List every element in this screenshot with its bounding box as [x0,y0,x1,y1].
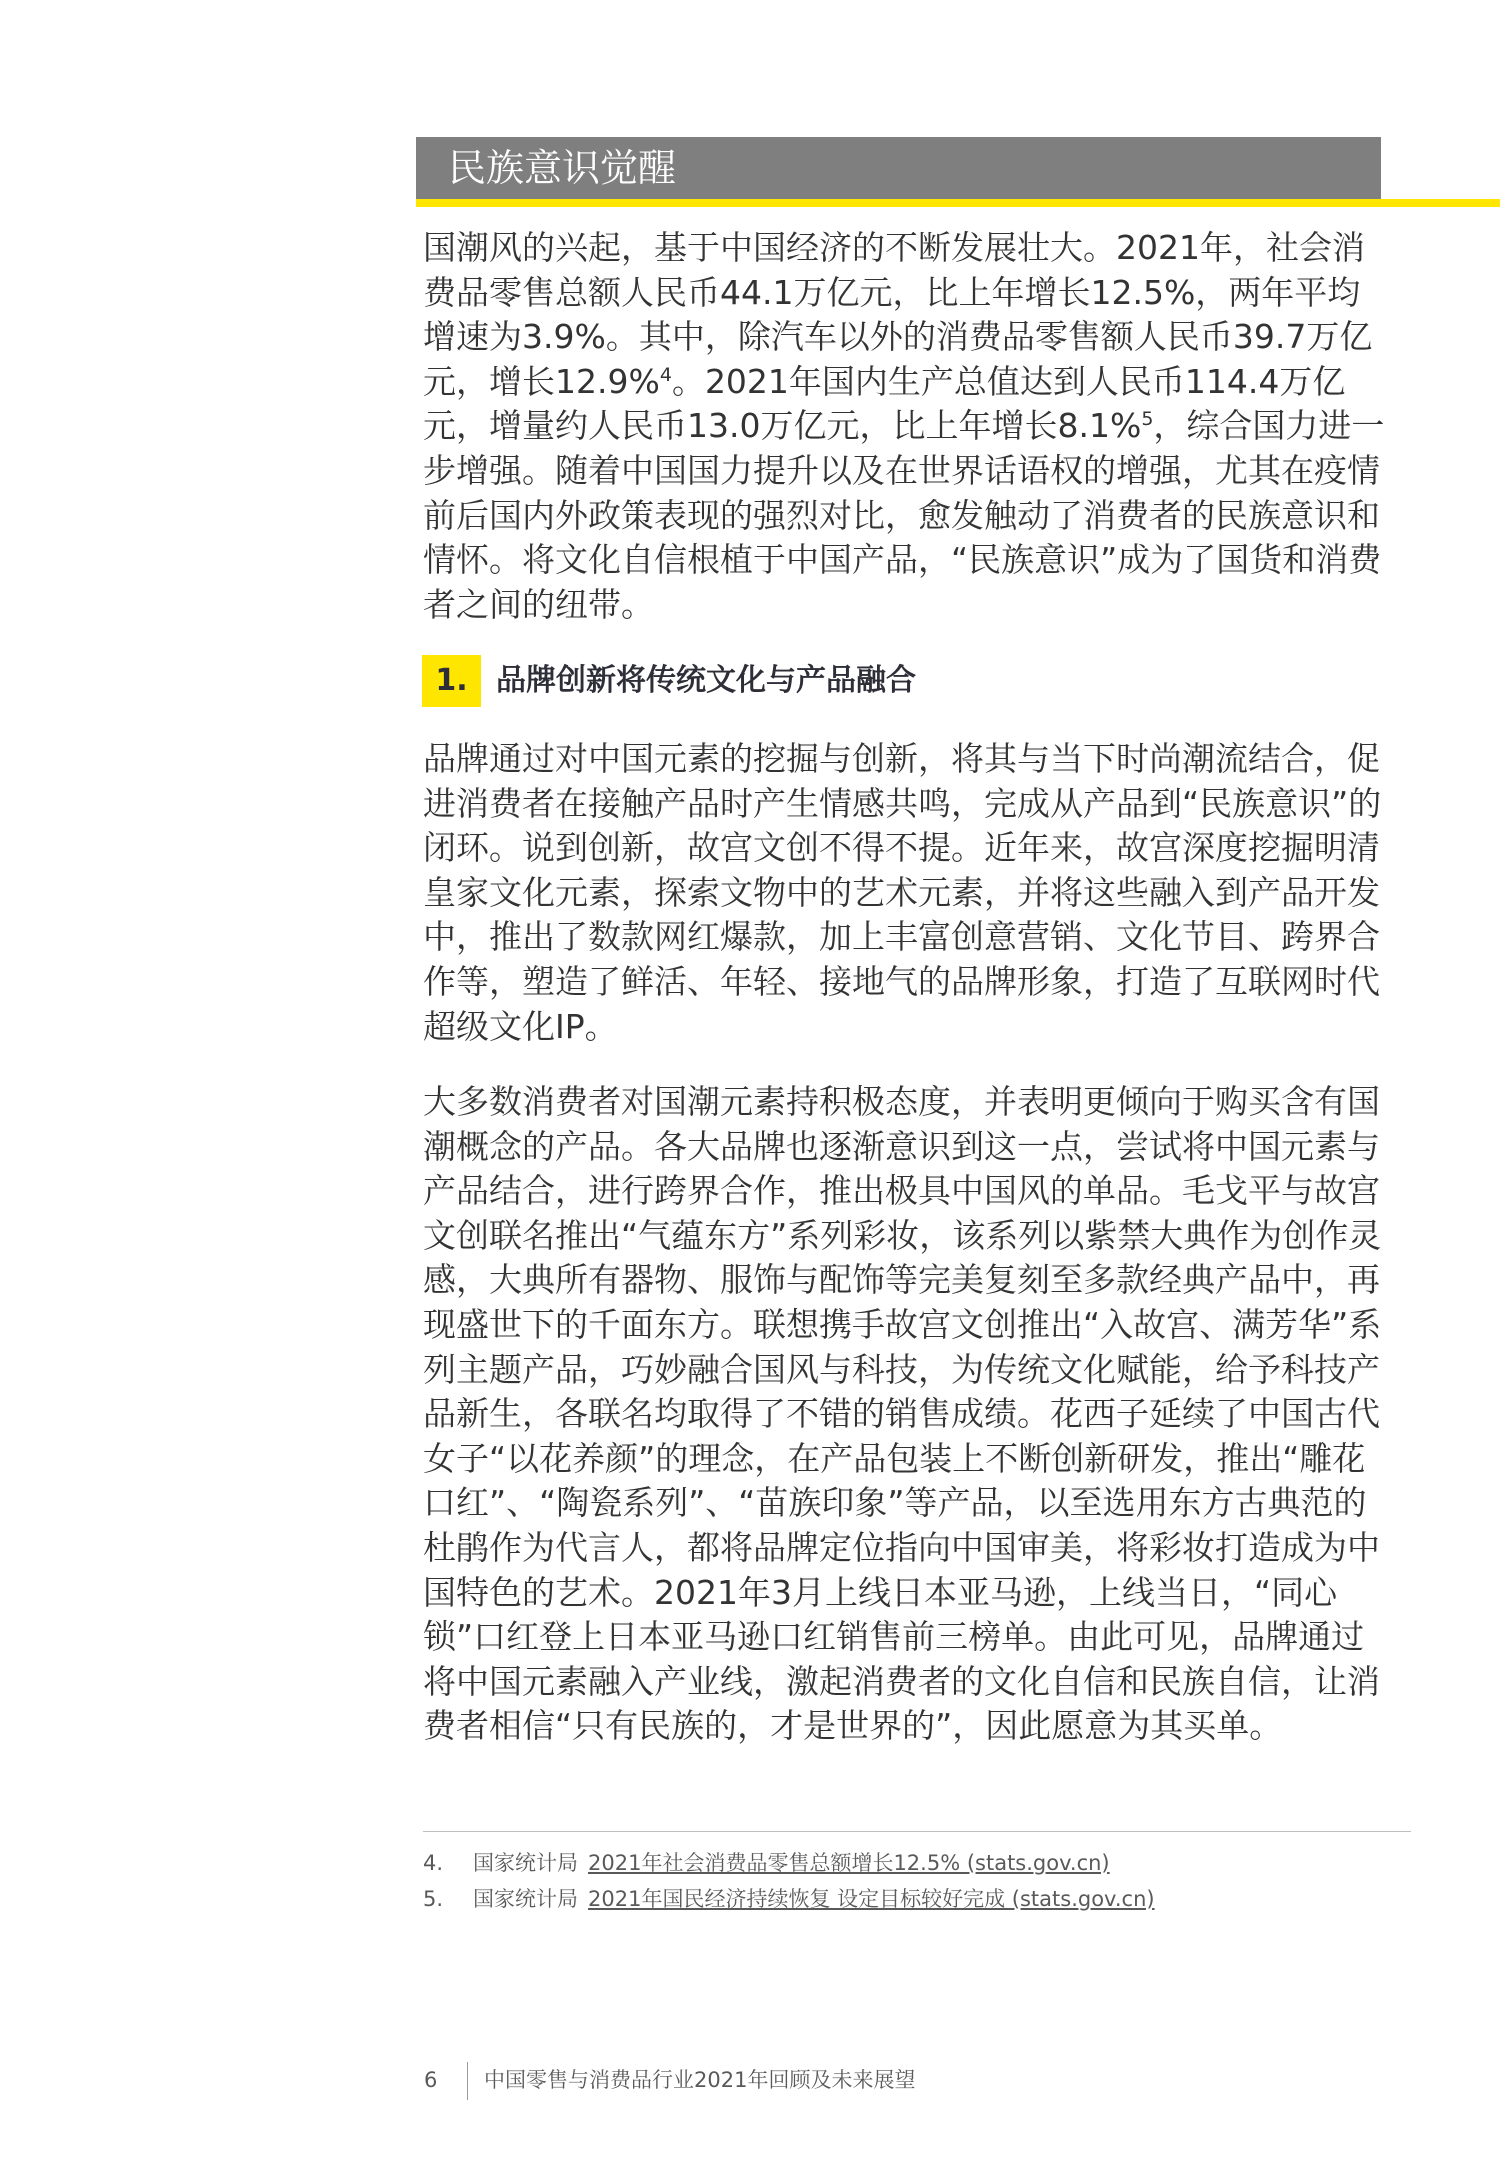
footnote-divider [423,1831,1411,1832]
intro-text-part2: 。2021年国内生产总值达到人民币114.4万亿元，增量约人民币13.0万亿元，比上年增长8.1% [423,361,1346,446]
subheading-title: 品牌创新将传统文化与产品融合 [496,663,916,698]
footnote-source: 国家统计局 [473,1887,578,1911]
page-number: 6 [424,2068,438,2092]
intro-text-part3: ，综合国力进一步增强。随着中国国力提升以及在世界话语权的增强，尤其在疫情前后国内外政策表现的强烈对比，愈发触动了消费者的民族意识和情怀。将文化自信根植于中国产品，“民族意识”成为了国货和消费者之间的纽带。 [423,406,1385,624]
section-accent-rule [416,199,1500,207]
intro-text-part1: 国潮风的兴起，基于中国经济的不断发展壮大。2021年，社会消费品零售总额人民币44.1万亿元，比上年增长12.5%，两年平均增速为3.9%。其中，除汽车以外的消费品零售额人民币39.7万亿元，增长12.9% [423,228,1373,401]
subheading-number-badge: 1. [422,655,481,707]
footnote-source: 国家统计局 [473,1851,578,1875]
brand-innovation-paragraph: 品牌通过对中国元素的挖掘与创新，将其与当下时尚潮流结合，促进消费者在接触产品时产生情感共鸣，完成从产品到“民族意识”的闭环。说到创新，故宫文创不得不提。近年来，故宫深度挖掘明清皇家文化元素，探索文物中的艺术元素，并将这些融入到产品开发中，推出了数款网红爆款，加上丰富创意营销、文化节目、跨界合作等，塑造了鲜活、年轻、接地气的品牌形象，打造了互联网时代超级文化IP。 [423,739,1382,1046]
section-title: 民族意识觉醒 [448,146,677,190]
section-header [416,137,1381,199]
intro-paragraph [423,226,1393,627]
footnote-link[interactable]: 2021年社会消费品零售总额增长12.5% (stats.gov.cn) [588,1851,1110,1875]
consumer-attitude-paragraph: 大多数消费者对国潮元素持积极态度，并表明更倾向于购买含有国潮概念的产品。各大品牌也逐渐意识到这一点，尝试将中国元素与产品结合，进行跨界合作，推出极具中国风的单品。毛戈平与故宫文创联名推出“气蕴东方”系列彩妆，该系列以紫禁大典作为创作灵感，大典所有器物、服饰与配饰等完美复刻至多款经典产品中，再现盛世下的千面东方。联想携手故宫文创推出“入故宫、满芳华”系列主题产品，巧妙融合国风与科技，为传统文化赋能，给予科技产品新生，各联名均取得了不错的销售成绩。花西子延续了中国古代女子“以花养颜”的理念，在产品包装上不断创新研发，推出“雕花口红”、“陶瓷系列”、“苗族印象”等产品，以至选用东方古典范的杜鹃作为代言人，都将品牌定位指向中国审美，将彩妆打造成为中国特色的艺术。2021年3月上线日本亚马逊，上线当日，“同心锁”口红登上日本亚马逊口红销售前三榜单。由此可见，品牌通过将中国元素融入产业线，激起消费者的文化自信和民族自信，让消费者相信“只有民族的，才是世界的”，因此愿意为其买单。 [423,1082,1382,1746]
footnote-item [423,1848,1110,1878]
footnote-number: 4. [423,1851,444,1875]
footer-divider [467,2062,468,2100]
footer-report-title: 中国零售与消费品行业2021年回顾及未来展望 [484,2068,916,2092]
footnote-number: 5. [423,1887,444,1911]
footnote-item [423,1884,1155,1914]
footnote-ref-4[interactable]: 4 [659,363,672,386]
footnote-link[interactable]: 2021年国民经济持续恢复 设定目标较好完成 (stats.gov.cn) [588,1887,1155,1911]
footnote-ref-5[interactable]: 5 [1141,408,1154,431]
